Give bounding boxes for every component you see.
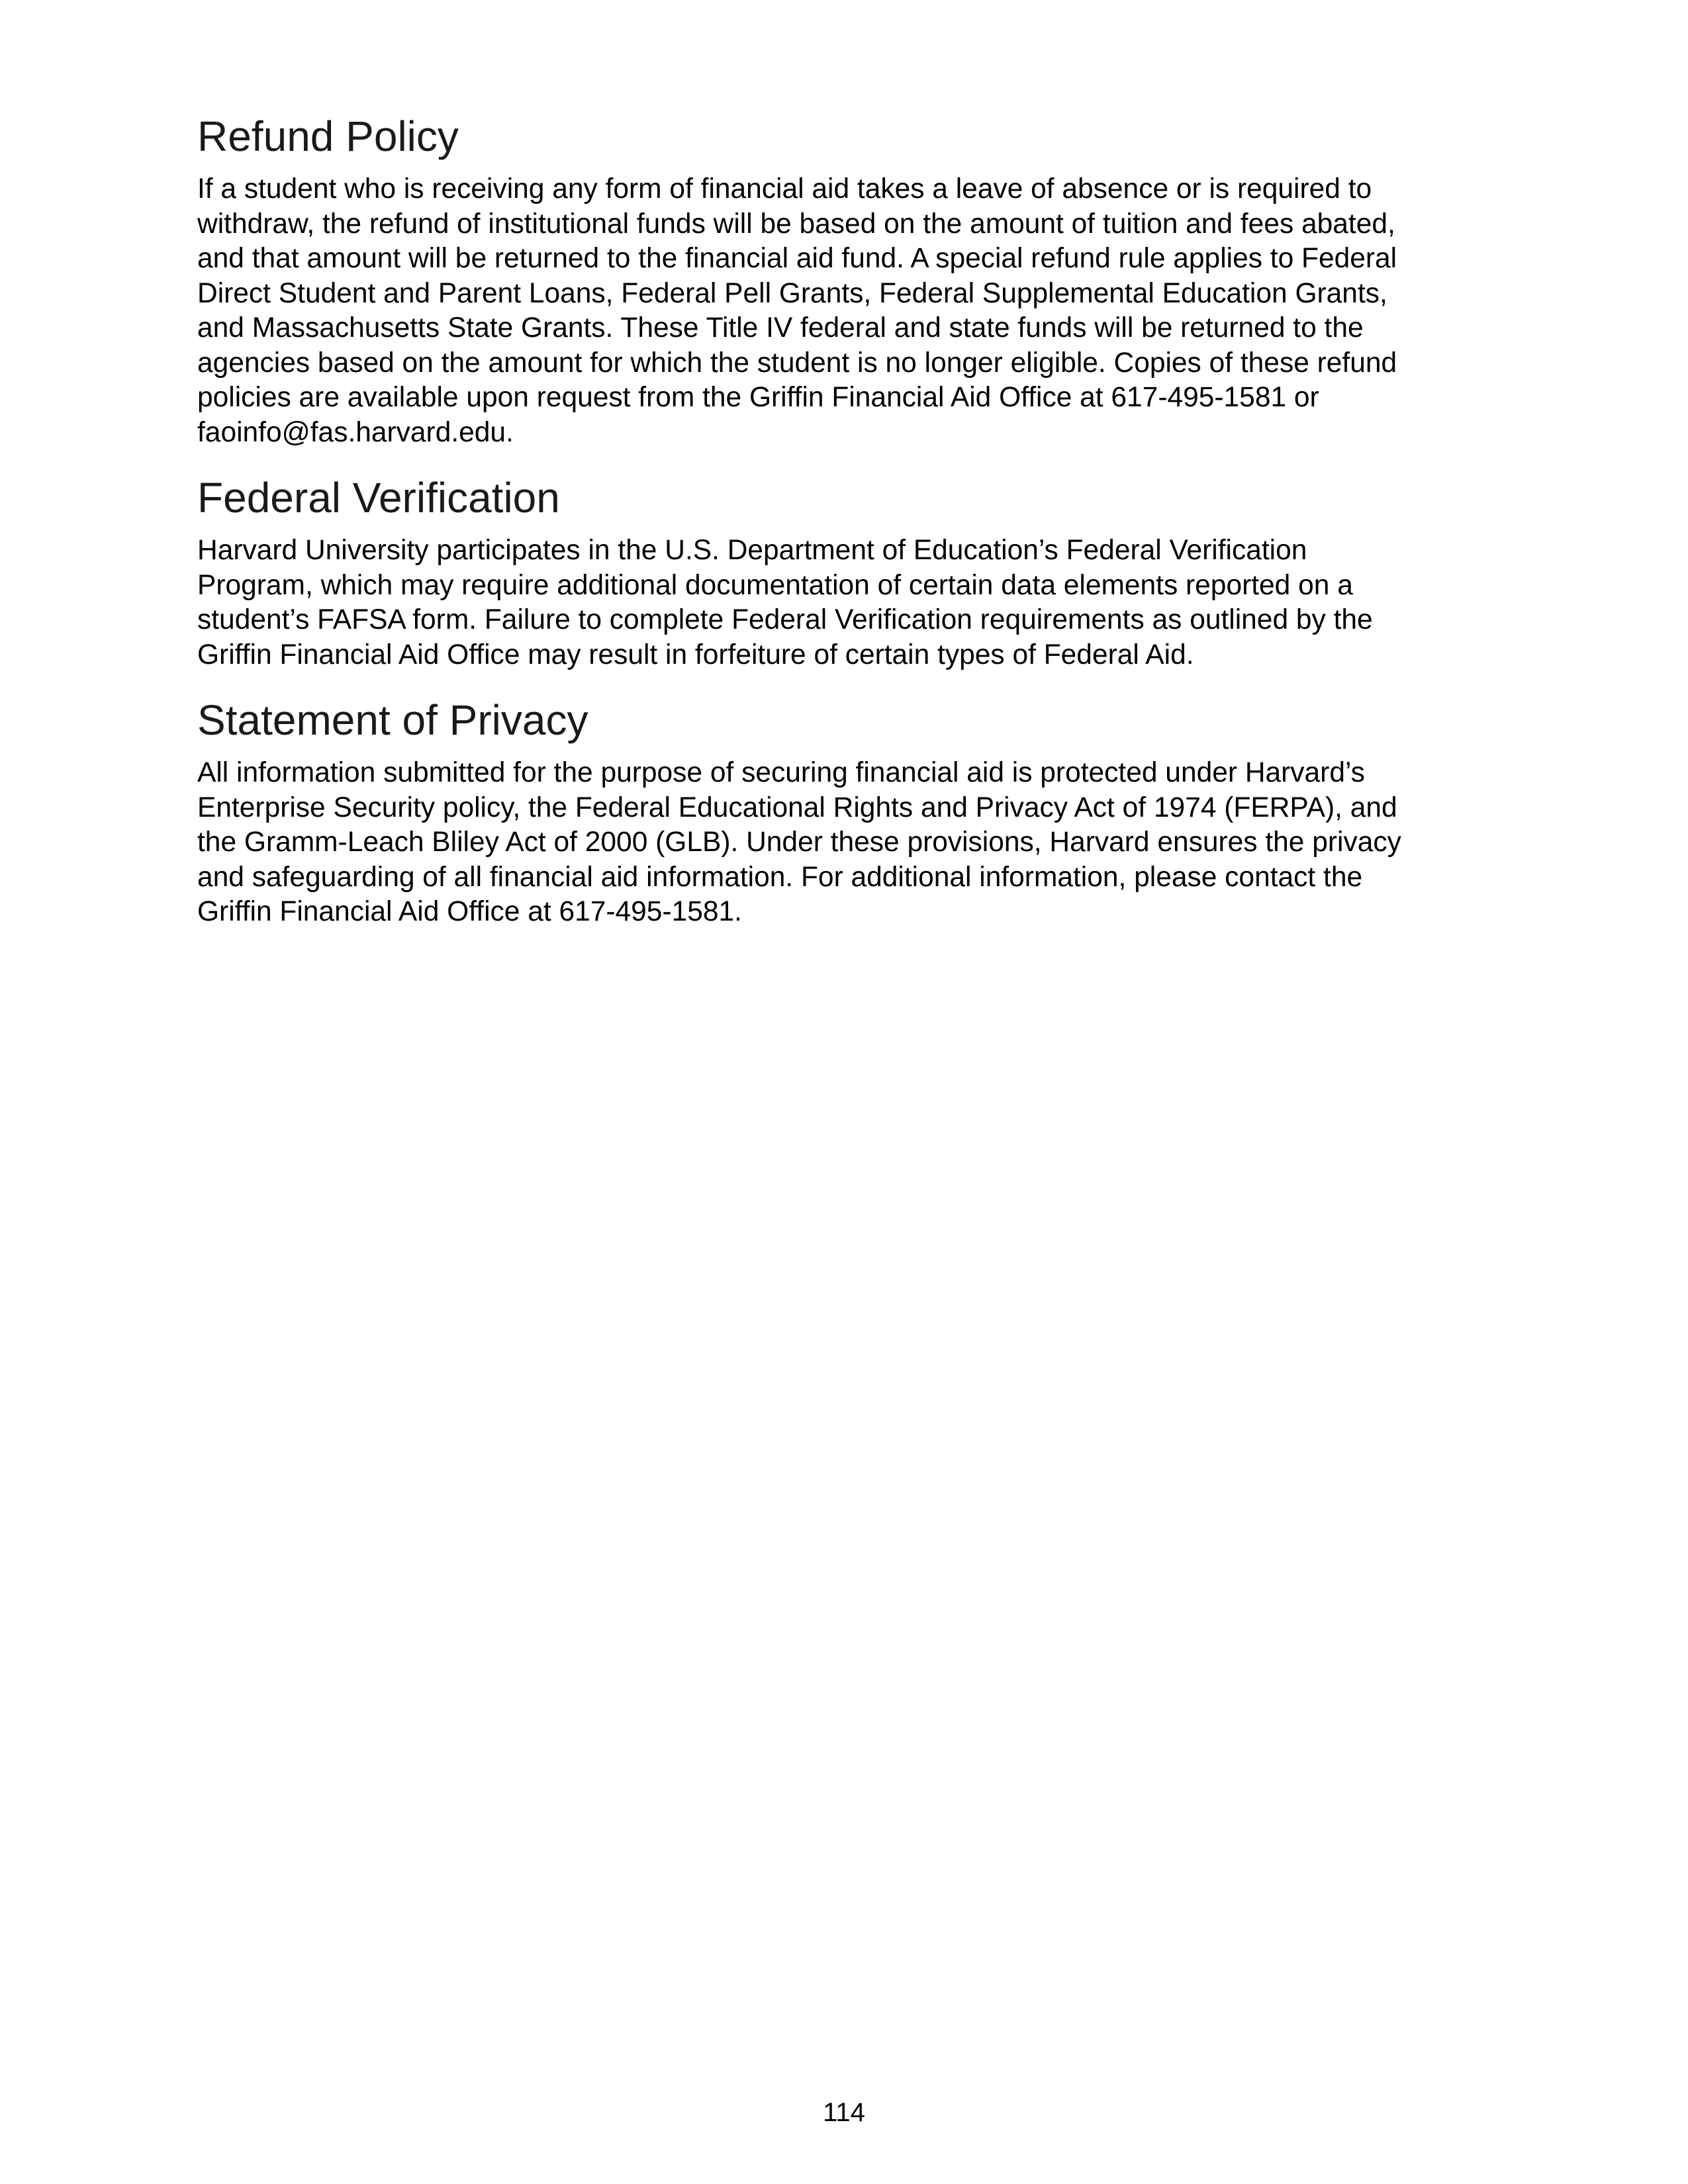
- body-line: the Gramm-Leach Bliley Act of 2000 (GLB). Under these provisions, Harvard ensures the privacy: [197, 827, 1401, 858]
- statement-of-privacy-body: [197, 756, 1515, 930]
- refund-policy-heading: Refund Policy: [197, 113, 459, 160]
- body-line: and Massachusetts State Grants. These Title IV federal and state funds will be returned to the: [197, 312, 1364, 343]
- refund-policy-section: [197, 113, 1515, 450]
- body-line: student’s FAFSA form. Failure to complete Federal Verification requirements as outlined by the: [197, 604, 1373, 635]
- body-line: agencies based on the amount for which the student is no longer eligible. Copies of these refund: [197, 347, 1397, 379]
- refund-policy-body: [197, 172, 1515, 450]
- body-line: and that amount will be returned to the financial aid fund. A special refund rule applies to Federal: [197, 243, 1397, 274]
- body-line: If a student who is receiving any form of financial aid takes a leave of absence or is required to: [197, 173, 1372, 205]
- body-line: withdraw, the refund of institutional funds will be based on the amount of tuition and fees abated,: [197, 208, 1395, 240]
- body-line: and safeguarding of all financial aid information. For additional information, please contact the: [197, 861, 1363, 893]
- statement-of-privacy-section: [197, 696, 1515, 930]
- federal-verification-body: [197, 533, 1515, 672]
- federal-verification-section: [197, 474, 1515, 672]
- body-line: Harvard University participates in the U.S. Department of Education’s Federal Verification: [197, 535, 1307, 566]
- body-line: Program, which may require additional documentation of certain data elements reported on a: [197, 569, 1353, 601]
- statement-of-privacy-heading: Statement of Privacy: [197, 696, 588, 744]
- document-page-content: [197, 113, 1515, 954]
- body-line: Griffin Financial Aid Office may result in forfeiture of certain types of Federal Aid.: [197, 639, 1194, 670]
- body-line: Griffin Financial Aid Office at 617-495-1581.: [197, 896, 742, 927]
- federal-verification-heading: Federal Verification: [197, 474, 560, 522]
- body-line: faoinfo@fas.harvard.edu.: [197, 416, 514, 448]
- body-line: policies are available upon request from the Griffin Financial Aid Office at 617-495-1581 or: [197, 382, 1319, 413]
- body-line: All information submitted for the purpose of securing financial aid is protected under Harvard’s: [197, 757, 1365, 788]
- body-line: Enterprise Security policy, the Federal Educational Rights and Privacy Act of 1974 (FERPA), and: [197, 792, 1397, 823]
- body-line: Direct Student and Parent Loans, Federal Pell Grants, Federal Supplemental Education Grants,: [197, 277, 1387, 309]
- page-number: 114: [823, 2098, 865, 2127]
